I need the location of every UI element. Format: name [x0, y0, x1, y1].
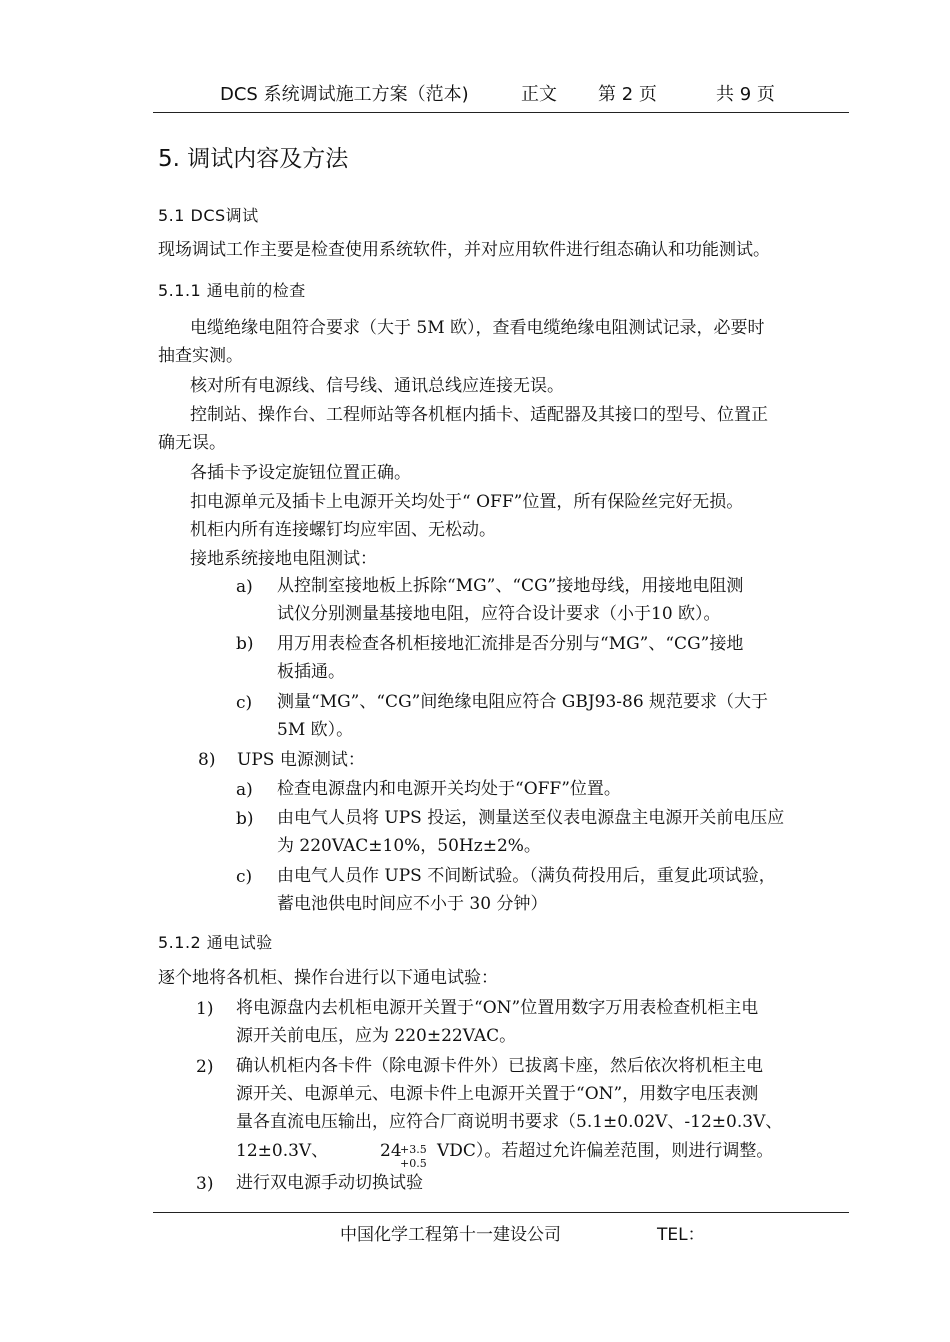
para-1-line-1: 电缆绝缘电阻符合要求（大于 5M 欧），查看电缆绝缘电阻测试记录，必要时 [190, 318, 765, 338]
list-item-text: VDC）。若超过允许偏差范围，则进行调整。 [437, 1141, 774, 1161]
intro-paragraph: 现场调试工作主要是检查使用系统软件，并对应用软件进行组态确认和功能测试。 [158, 240, 770, 260]
intro-paragraph-2: 逐个地将各机柜、操作台进行以下通电试验： [158, 968, 498, 988]
list-item-text: 由电气人员将 UPS 投运，测量送至仪表电源盘主电源开关前电压应 [277, 808, 785, 828]
list-item-marker: c) [236, 867, 253, 887]
list-item-marker: 2) [196, 1057, 214, 1077]
para-2: 核对所有电源线、信号线、通讯总线应连接无误。 [190, 376, 564, 396]
list-item-text: 用万用表检查各机柜接地汇流排是否分别与“MG”、“CG”接地 [277, 634, 744, 654]
list-item-text: 为 220VAC±10%，50Hz±2%。 [277, 836, 541, 856]
list-item-marker: b) [236, 634, 254, 654]
list-item-text: 板插通。 [277, 662, 345, 682]
list-item-text: 将电源盘内去机柜电源开关置于“ON”位置用数字万用表检查机柜主电 [236, 998, 759, 1018]
para-3-line-1: 控制站、操作台、工程师站等各机框内插卡、适配器及其接口的型号、位置正 [190, 405, 768, 425]
header-rule [153, 112, 849, 113]
section-label: 正文 [521, 84, 557, 105]
list-item-marker: b) [236, 809, 254, 829]
tolerance-lower: +0.5 [400, 1157, 427, 1170]
para-3-line-2: 确无误。 [158, 433, 226, 453]
list-item-text: 蓄电池供电时间应不小于 30 分钟） [277, 894, 548, 914]
para-7: 接地系统接地电阻测试： [190, 549, 377, 569]
list-item-text: 测量“MG”、“CG”间绝缘电阻应符合 GBJ93-86 规范要求（大于 [277, 692, 769, 712]
list-item-text: 试仪分别测量基接地电阻，应符合设计要求（小于10 欧）。 [277, 604, 721, 624]
list-item-marker: 3) [196, 1174, 214, 1194]
footer-company: 中国化学工程第十一建设公司 [340, 1225, 561, 1245]
list-item-marker: a) [236, 780, 253, 800]
para-1-line-2: 抽查实测。 [158, 346, 243, 366]
tolerance-base: 24 [380, 1141, 402, 1161]
list-item-marker: a) [236, 577, 253, 597]
list-item-marker: c) [236, 693, 253, 713]
heading-5-1-1: 5.1.1 通电前的检查 [158, 281, 306, 300]
list-item-text: 进行双电源手动切换试验 [236, 1173, 423, 1193]
list-item-text: 源开关前电压，应为 220±22VAC。 [236, 1026, 517, 1046]
para-6: 机柜内所有连接螺钉均应牢固、无松动。 [190, 520, 496, 540]
heading-5-1-2: 5.1.2 通电试验 [158, 933, 273, 952]
list-item-text: 量各直流电压输出，应符合厂商说明书要求（5.1±0.02V、-12±0.3V、 [236, 1112, 783, 1132]
doc-title: DCS 系统调试施工方案（范本) [220, 84, 469, 105]
heading-5-1: 5.1 DCS调试 [158, 206, 259, 225]
page-total: 共 9 页 [716, 84, 775, 105]
list-item-text: 检查电源盘内和电源开关均处于“OFF”位置。 [277, 779, 621, 799]
tolerance-upper: +3.5 [400, 1143, 427, 1156]
list-item-text: 由电气人员作 UPS 不间断试验。（满负荷投用后，重复此项试验， [277, 866, 776, 886]
list-item-text: 从控制室接地板上拆除“MG”、“CG”接地母线，用接地电阻测 [277, 576, 744, 596]
list-item-marker: 1) [196, 999, 214, 1019]
list-item-text: UPS 电源测试： [237, 750, 365, 770]
footer-rule [153, 1212, 849, 1213]
list-item-text: 5M 欧）。 [277, 720, 354, 740]
list-item-text: 确认机柜内各卡件（除电源卡件外）已拔离卡座，然后依次将机柜主电 [236, 1056, 763, 1076]
page-number: 第 2 页 [598, 84, 657, 105]
heading-5: 5. 调试内容及方法 [158, 146, 349, 172]
footer-tel: TEL： [657, 1225, 705, 1245]
list-item-text: 源开关、电源单元、电源卡件上电源开关置于“ON”，用数字电压表测 [236, 1084, 759, 1104]
list-item-text: 12±0.3V、 [236, 1141, 329, 1161]
para-5: 扣电源单元及插卡上电源开关均处于“ OFF”位置，所有保险丝完好无损。 [190, 492, 744, 512]
para-4: 各插卡予设定旋钮位置正确。 [190, 463, 411, 483]
list-item-marker: 8) [198, 750, 216, 770]
